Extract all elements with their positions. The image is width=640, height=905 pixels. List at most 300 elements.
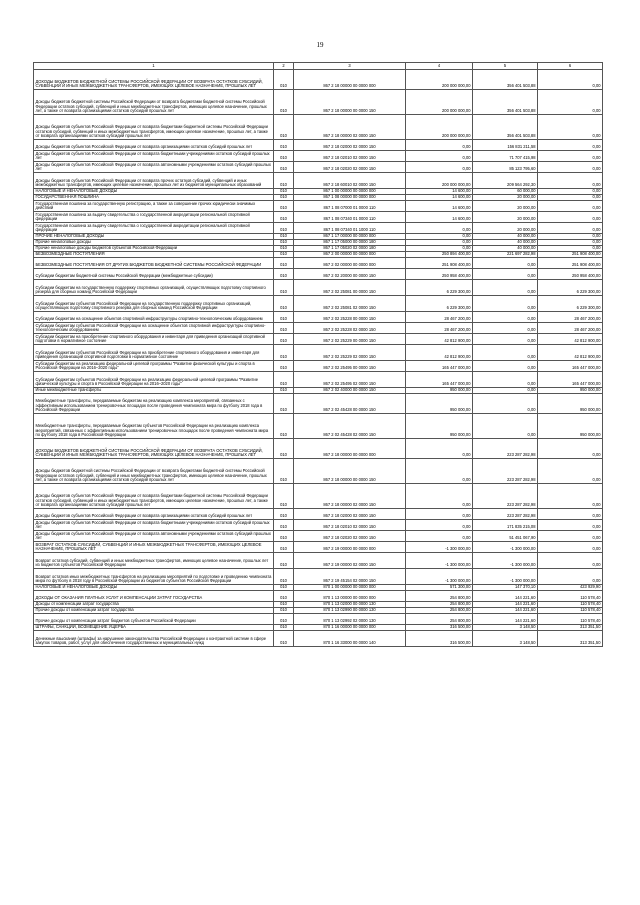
table-row — [34, 258, 603, 269]
row-fact-cell: 20 000,00 — [473, 195, 538, 201]
table-row — [34, 520, 603, 531]
row-plan-cell: 0,00 — [406, 509, 473, 520]
row-fact-cell: 40 000,00 — [473, 246, 538, 252]
row-fact-cell: 144 221,60 — [473, 602, 538, 608]
row-fact-cell: 3 148,50 — [473, 625, 538, 631]
row-plan-cell: 571 300,00 — [406, 585, 473, 591]
row-kbk-cell: 867 2 18 00000 02 0000 150 — [294, 115, 406, 140]
row-kbk-cell: 867 2 19 00000 02 0000 150 — [294, 553, 406, 569]
row-rest-cell: 28 467 200,00 — [538, 312, 603, 323]
table-row — [34, 296, 603, 312]
row-rest-cell: 0,00 — [538, 223, 603, 234]
row-fact-cell: 0,00 — [473, 414, 538, 439]
row-rest-cell: 251 908 400,00 — [538, 252, 603, 258]
row-kbk-cell: 867 2 18 02010 02 0000 150 — [294, 520, 406, 531]
row-plan-cell: 254 800,00 — [406, 614, 473, 625]
row-kbk-cell: 867 2 02 25495 00 0000 150 — [294, 361, 406, 372]
row-code-cell: 010 — [274, 280, 294, 296]
row-kbk-cell: 867 2 02 25081 00 0000 150 — [294, 280, 406, 296]
row-name-cell: Доходы бюджетов субъектов Российской Федерации от возврата автономными учреждениями остатков субсидий прошлых лет — [34, 162, 274, 173]
row-kbk-cell: 867 2 18 00000 00 0000 000 — [294, 439, 406, 459]
row-plan-cell: 950 000,00 — [406, 388, 473, 394]
row-name-cell: Субсидии бюджетам на реализацию федеральной целевой программы "Развитие физической культуры и спорта в Российской Федерации на 2016–2020 годы" — [34, 361, 274, 372]
row-kbk-cell: 870 1 13 00000 00 0000 000 — [294, 591, 406, 602]
row-code-cell: 010 — [274, 484, 294, 509]
row-fact-cell: 3 148,50 — [473, 631, 538, 647]
table-row — [34, 173, 603, 189]
row-name-cell: Доходы бюджетов субъектов Российской Федерации от возврата автономными учреждениями остатков субсидий прошлых лет — [34, 531, 274, 542]
row-name-cell: Доходы от компенсации затрат государства — [34, 602, 274, 608]
table-row — [34, 414, 603, 439]
row-rest-cell: 251 908 400,00 — [538, 258, 603, 269]
row-plan-cell: -1 300 000,00 — [406, 542, 473, 553]
row-name-cell: Доходы бюджетов субъектов Российской Федерации от возврата бюджетами бюджетной системы Российской Федерации остатков субсидий, субвенций и иных межбюджетных трансфертов, имеющих целевое назначение, прошлых лет, а также от возврата организациями остатков субсидий прошлых лет — [34, 484, 274, 509]
row-name-cell: Субсидии бюджетам бюджетной системы Российской Федерации (межбюджетные субсидии) — [34, 269, 274, 280]
row-kbk-cell: 867 2 02 25228 02 0000 150 — [294, 323, 406, 334]
row-plan-cell: 0,00 — [406, 459, 473, 484]
row-plan-cell: -1 300 000,00 — [406, 553, 473, 569]
row-plan-cell: 14 600,00 — [406, 195, 473, 201]
row-name-cell: ГОСУДАРСТВЕННАЯ ПОШЛИНА — [34, 195, 274, 201]
row-fact-cell: 356 401 503,88 — [473, 70, 538, 90]
row-kbk-cell: 867 2 02 25495 02 0000 150 — [294, 372, 406, 388]
row-fact-cell: 223 287 282,98 — [473, 439, 538, 459]
row-code-cell: 010 — [274, 234, 294, 240]
row-plan-cell: 42 812 900,00 — [406, 334, 473, 345]
table-row — [34, 201, 603, 212]
row-rest-cell: 0,00 — [538, 553, 603, 569]
table-row — [34, 372, 603, 388]
row-code-cell: 010 — [274, 614, 294, 625]
row-plan-cell: 0,00 — [406, 240, 473, 246]
table-row — [34, 361, 603, 372]
table-row — [34, 212, 603, 223]
row-plan-cell: 200 000 000,00 — [406, 115, 473, 140]
table-row — [34, 631, 603, 647]
row-name-cell: Прочие доходы от компенсации затрат бюджетов субъектов Российской Федерации — [34, 614, 274, 625]
row-fact-cell: 0,00 — [473, 296, 538, 312]
row-plan-cell: 0,00 — [406, 140, 473, 151]
row-kbk-cell: 870 1 16 33000 00 0000 140 — [294, 631, 406, 647]
row-plan-cell: 950 000,00 — [406, 394, 473, 414]
row-plan-cell: 950 000,00 — [406, 414, 473, 439]
row-name-cell: ВОЗВРАТ ОСТАТКОВ СУБСИДИЙ, СУБВЕНЦИЙ И ИНЫХ МЕЖБЮДЖЕТНЫХ ТРАНСФЕРТОВ, ИМЕЮЩИХ ЦЕЛЕВОЕ НАЗНАЧЕНИЕ, ПРОШЛЫХ ЛЕТ — [34, 542, 274, 553]
row-fact-cell: -1 300 000,00 — [473, 553, 538, 569]
row-kbk-cell: 867 2 02 20000 00 0000 150 — [294, 269, 406, 280]
row-fact-cell: 0,00 — [473, 312, 538, 323]
row-rest-cell: 28 467 200,00 — [538, 323, 603, 334]
row-code-cell: 010 — [274, 509, 294, 520]
table-row — [34, 459, 603, 484]
row-rest-cell: 0,00 — [538, 90, 603, 115]
row-code-cell: 010 — [274, 608, 294, 614]
row-plan-cell: 165 447 000,00 — [406, 361, 473, 372]
row-fact-cell: 144 221,60 — [473, 591, 538, 602]
row-rest-cell: 313 351,50 — [538, 625, 603, 631]
row-name-cell: Доходы бюджетов субъектов Российской Федерации от возврата бюджетными учреждениями остатков субсидий прошлых лет — [34, 520, 274, 531]
row-kbk-cell: 867 1 08 00000 00 0000 000 — [294, 195, 406, 201]
row-code-cell: 010 — [274, 394, 294, 414]
row-plan-cell: 254 800,00 — [406, 608, 473, 614]
row-code-cell: 010 — [274, 269, 294, 280]
row-rest-cell: 42 812 900,00 — [538, 345, 603, 361]
row-rest-cell: 0,00 — [538, 459, 603, 484]
row-name-cell: НАЛОГОВЫЕ И НЕНАЛОГОВЫЕ ДОХОДЫ — [34, 585, 274, 591]
row-name-cell: ДОХОДЫ БЮДЖЕТОВ БЮДЖЕТНОЙ СИСТЕМЫ РОССИЙСКОЙ ФЕДЕРАЦИИ ОТ ВОЗВРАТА ОСТАТКОВ СУБСИДИЙ, СУБВЕНЦИЙ И ИНЫХ МЕЖБЮДЖЕТНЫХ ТРАНСФЕРТОВ, ИМЕЮЩИХ ЦЕЛЕВОЕ НАЗНАЧЕНИЕ, ПРОШЛЫХ ЛЕТ — [34, 439, 274, 459]
row-code-cell: 010 — [274, 223, 294, 234]
row-kbk-cell: 867 2 18 02000 02 0000 150 — [294, 509, 406, 520]
row-fact-cell: 20 000,00 — [473, 212, 538, 223]
column-header-2: 2 — [274, 63, 294, 70]
row-name-cell: Государственная пошлина за выдачу свидетельства о государственной аккредитации региональной спортивной федерации — [34, 212, 274, 223]
row-code-cell: 010 — [274, 240, 294, 246]
row-name-cell: Прочие доходы от компенсации затрат государства — [34, 608, 274, 614]
row-name-cell: ПРОЧИЕ НЕНАЛОГОВЫЕ ДОХОДЫ — [34, 234, 274, 240]
row-fact-cell: 71 707 415,98 — [473, 151, 538, 162]
row-plan-cell: 200 000 000,00 — [406, 173, 473, 189]
row-rest-cell: 6 229 300,00 — [538, 296, 603, 312]
row-fact-cell: 0,00 — [473, 258, 538, 269]
row-code-cell: 010 — [274, 372, 294, 388]
row-code-cell: 010 — [274, 246, 294, 252]
row-rest-cell: 0,00 — [538, 115, 603, 140]
row-code-cell: 010 — [274, 173, 294, 189]
table-row — [34, 162, 603, 173]
row-rest-cell: 0,00 — [538, 189, 603, 195]
table-row — [34, 345, 603, 361]
row-code-cell: 010 — [274, 312, 294, 323]
row-kbk-cell: 867 1 08 07000 01 0000 110 — [294, 201, 406, 212]
row-name-cell: Межбюджетные трансферты, передаваемые бюджетам субъектов Российской Федерации на реализацию комплекса мероприятий, связанных с эффективным использованием тренировочных площадок после проведения чемпионата мира по футболу 2018 года в Российской Федерации — [34, 414, 274, 439]
row-kbk-cell: 867 2 02 25081 02 0000 150 — [294, 296, 406, 312]
row-kbk-cell: 867 2 19 45154 02 0000 150 — [294, 569, 406, 585]
row-kbk-cell: 867 2 19 00000 00 0000 000 — [294, 542, 406, 553]
row-name-cell: Субсидии бюджетам субъектов Российской Федерации на оснащение объектов спортивной инфраструктуры спортивно-технологическим оборудованием — [34, 323, 274, 334]
row-plan-cell: 28 467 200,00 — [406, 323, 473, 334]
row-rest-cell: 165 447 000,00 — [538, 361, 603, 372]
row-plan-cell: 0,00 — [406, 484, 473, 509]
row-name-cell: Государственная пошлина за государственную регистрацию, а также за совершение прочих юридически значимых действий — [34, 201, 274, 212]
row-kbk-cell: 867 2 18 02010 02 0000 150 — [294, 151, 406, 162]
row-fact-cell: 0,00 — [473, 394, 538, 414]
row-fact-cell: 209 564 292,30 — [473, 173, 538, 189]
row-name-cell: Денежные взыскания (штрафы) за нарушение законодательства Российской Федерации о контрактной системе в сфере закупок товаров, работ, услуг для обеспечения государственных и муниципальных нужд — [34, 631, 274, 647]
row-plan-cell: 0,00 — [406, 151, 473, 162]
row-kbk-cell: 867 1 00 00000 00 0000 000 — [294, 189, 406, 195]
row-name-cell: Доходы бюджетов бюджетной системы Российской Федерации от возврата бюджетами бюджетной системы Российской Федерации остатков субсидий, субвенций и иных межбюджетных трансфертов, имеющих целевое назначение, прошлых лет, а также от возврата организациями остатков субсидий прошлых лет — [34, 459, 274, 484]
row-rest-cell: 0,00 — [538, 70, 603, 90]
table-row — [34, 509, 603, 520]
row-plan-cell: 0,00 — [406, 520, 473, 531]
table-header-row — [34, 63, 603, 70]
row-code-cell: 010 — [274, 631, 294, 647]
row-plan-cell: 254 800,00 — [406, 591, 473, 602]
row-kbk-cell: 867 1 17 05000 00 0000 180 — [294, 240, 406, 246]
row-rest-cell: 110 578,40 — [538, 608, 603, 614]
row-plan-cell: 250 958 400,00 — [406, 269, 473, 280]
row-rest-cell: 950 000,00 — [538, 414, 603, 439]
row-rest-cell: 0,00 — [538, 484, 603, 509]
table-body — [34, 70, 603, 647]
table-row — [34, 223, 603, 234]
row-code-cell: 010 — [274, 553, 294, 569]
row-name-cell: Доходы бюджетов субъектов Российской Федерации от возврата прочих остатков субсидий, субвенций и иных межбюджетных трансфертов, имеющих целевое назначение, прошлых лет из бюджетов муниципальных образований — [34, 173, 274, 189]
row-kbk-cell: 867 2 02 25228 00 0000 150 — [294, 312, 406, 323]
row-name-cell: Прочие неналоговые доходы — [34, 240, 274, 246]
row-plan-cell: 0,00 — [406, 439, 473, 459]
row-code-cell: 010 — [274, 625, 294, 631]
table-row — [34, 312, 603, 323]
row-kbk-cell: 867 2 18 00000 00 0000 150 — [294, 90, 406, 115]
row-rest-cell: 0,00 — [538, 162, 603, 173]
row-kbk-cell: 867 2 00 00000 00 0000 000 — [294, 252, 406, 258]
row-rest-cell: 110 578,40 — [538, 614, 603, 625]
row-fact-cell: 223 287 282,98 — [473, 484, 538, 509]
row-rest-cell: 0,00 — [538, 240, 603, 246]
table-row — [34, 334, 603, 345]
row-kbk-cell: 870 1 00 00000 00 0000 000 — [294, 585, 406, 591]
row-rest-cell: 165 447 000,00 — [538, 372, 603, 388]
row-kbk-cell: 867 2 18 60010 02 0000 150 — [294, 173, 406, 189]
row-kbk-cell: 867 1 17 00000 00 0000 000 — [294, 234, 406, 240]
row-code-cell: 010 — [274, 195, 294, 201]
row-code-cell: 010 — [274, 115, 294, 140]
row-code-cell: 010 — [274, 531, 294, 542]
row-name-cell: Доходы бюджетов субъектов Российской Федерации от возврата бюджетными учреждениями остатков субсидий прошлых лет — [34, 151, 274, 162]
row-fact-cell: 20 000,00 — [473, 201, 538, 212]
table-row — [34, 140, 603, 151]
row-rest-cell: 0,00 — [538, 234, 603, 240]
table-row — [34, 591, 603, 602]
row-code-cell: 010 — [274, 361, 294, 372]
row-name-cell: Доходы бюджетов субъектов Российской Федерации от возврата организациями остатков субсидий прошлых лет — [34, 140, 274, 151]
row-fact-cell: 0,00 — [473, 372, 538, 388]
row-rest-cell: 950 000,00 — [538, 394, 603, 414]
row-kbk-cell: 867 2 18 00000 00 0000 000 — [294, 70, 406, 90]
row-rest-cell: 0,00 — [538, 201, 603, 212]
row-fact-cell: 144 221,60 — [473, 614, 538, 625]
row-fact-cell: 0,00 — [473, 361, 538, 372]
row-kbk-cell: 867 2 02 00000 00 0000 000 — [294, 258, 406, 269]
row-kbk-cell: 870 1 13 02992 02 0000 130 — [294, 614, 406, 625]
row-plan-cell: 200 000 000,00 — [406, 90, 473, 115]
row-plan-cell: 0,00 — [406, 223, 473, 234]
row-code-cell: 010 — [274, 296, 294, 312]
page-number: 19 — [316, 41, 324, 49]
row-plan-cell: 250 894 400,00 — [406, 252, 473, 258]
row-rest-cell: 0,00 — [538, 520, 603, 531]
table-row — [34, 394, 603, 414]
row-fact-cell: -1 300 000,00 — [473, 542, 538, 553]
row-fact-cell: 0,00 — [473, 388, 538, 394]
row-name-cell: Субсидии бюджетам на приобретение спортивного оборудования и инвентаря для приведения организаций спортивной подготовки в нормативное состояние — [34, 334, 274, 345]
row-kbk-cell: 870 1 16 00000 00 0000 000 — [294, 625, 406, 631]
row-code-cell: 010 — [274, 569, 294, 585]
row-kbk-cell: 867 2 18 02000 02 0000 150 — [294, 140, 406, 151]
row-kbk-cell: 870 1 13 02990 00 0000 130 — [294, 608, 406, 614]
table-row — [34, 280, 603, 296]
row-fact-cell: 85 123 795,60 — [473, 162, 538, 173]
row-rest-cell: 110 578,40 — [538, 602, 603, 608]
row-fact-cell: 223 287 282,98 — [473, 459, 538, 484]
row-kbk-cell: 867 2 02 25229 02 0000 150 — [294, 345, 406, 361]
row-name-cell: Возврат остатков иных межбюджетных трансфертов на реализацию мероприятий по подготовке и проведению чемпионата мира по футболу в 2018 году в Российской Федерации из бюджетов субъектов Российской Федерации — [34, 569, 274, 585]
table-row — [34, 569, 603, 585]
row-rest-cell: 110 578,40 — [538, 591, 603, 602]
row-plan-cell: 316 500,00 — [406, 625, 473, 631]
row-fact-cell: 51 451 067,90 — [473, 531, 538, 542]
table-row — [34, 484, 603, 509]
row-plan-cell: 316 500,00 — [406, 631, 473, 647]
table-row — [34, 542, 603, 553]
row-fact-cell: 356 401 503,88 — [473, 90, 538, 115]
table-row — [34, 553, 603, 569]
row-name-cell: Межбюджетные трансферты, передаваемые бюджетам на реализацию комплекса мероприятий, связанных с эффективным использованием тренировочных площадок после проведения чемпионата мира по футболу 2018 года в Российской Федерации — [34, 394, 274, 414]
row-rest-cell: 0,00 — [538, 212, 603, 223]
row-plan-cell: 0,00 — [406, 162, 473, 173]
row-fact-cell: 147 370,10 — [473, 585, 538, 591]
row-rest-cell: 0,00 — [538, 569, 603, 585]
row-name-cell: Доходы бюджетов бюджетной системы Российской Федерации от возврата бюджетами бюджетной системы Российской Федерации остатков субсидий, субвенций и иных межбюджетных трансфертов, имеющих целевое назначение, прошлых лет, а также от возврата организациями остатков субсидий прошлых лет — [34, 90, 274, 115]
row-kbk-cell: 867 2 02 45428 02 0000 150 — [294, 414, 406, 439]
row-fact-cell: 223 287 282,98 — [473, 509, 538, 520]
row-fact-cell: 0,00 — [473, 269, 538, 280]
row-plan-cell: 0,00 — [406, 246, 473, 252]
row-code-cell: 010 — [274, 459, 294, 484]
row-code-cell: 010 — [274, 388, 294, 394]
row-name-cell: ДОХОДЫ ОТ ОКАЗАНИЯ ПЛАТНЫХ УСЛУГ И КОМПЕНСАЦИИ ЗАТРАТ ГОСУДАРСТВА — [34, 591, 274, 602]
row-name-cell: Субсидии бюджетам субъектов Российской Федерации на реализацию федеральной целевой программы "Развитие физической культуры и спорта в Российской Федерации на 2016–2020 годы" — [34, 372, 274, 388]
table-row — [34, 439, 603, 459]
row-plan-cell: 6 229 300,00 — [406, 296, 473, 312]
row-fact-cell: 144 221,60 — [473, 608, 538, 614]
row-code-cell: 010 — [274, 252, 294, 258]
row-name-cell: Доходы бюджетов субъектов Российской Федерации от возврата организациями остатков субсидий прошлых лет — [34, 509, 274, 520]
row-code-cell: 010 — [274, 140, 294, 151]
row-code-cell: 010 — [274, 258, 294, 269]
column-header-1: 1 — [34, 63, 274, 70]
row-plan-cell: 251 908 400,00 — [406, 258, 473, 269]
row-fact-cell: 20 000,00 — [473, 223, 538, 234]
table-row — [34, 151, 603, 162]
row-rest-cell: 0,00 — [538, 173, 603, 189]
row-fact-cell: 356 401 503,88 — [473, 115, 538, 140]
table-row — [34, 323, 603, 334]
row-plan-cell: 165 447 000,00 — [406, 372, 473, 388]
row-name-cell: НАЛОГОВЫЕ И НЕНАЛОГОВЫЕ ДОХОДЫ — [34, 189, 274, 195]
row-name-cell: Иные межбюджетные трансферты — [34, 388, 274, 394]
row-name-cell: Субсидии бюджетам субъектов Российской Федерации на государственную поддержку спортивных организаций, осуществляющих подготовку спортивного резерва для сборных команд Российской Федерации — [34, 296, 274, 312]
row-plan-cell: 14 600,00 — [406, 212, 473, 223]
row-plan-cell: 0,00 — [406, 531, 473, 542]
column-header-4: 4 — [406, 63, 473, 70]
row-kbk-cell: 867 2 02 45428 00 0000 150 — [294, 394, 406, 414]
row-fact-cell: 40 000,00 — [473, 234, 538, 240]
row-rest-cell: 950 000,00 — [538, 388, 603, 394]
row-plan-cell: 200 000 000,00 — [406, 70, 473, 90]
table-row — [34, 90, 603, 115]
row-rest-cell: 0,00 — [538, 439, 603, 459]
row-fact-cell: 156 831 211,58 — [473, 140, 538, 151]
row-code-cell: 010 — [274, 345, 294, 361]
row-rest-cell: 0,00 — [538, 509, 603, 520]
row-fact-cell: 0,00 — [473, 280, 538, 296]
row-name-cell: Субсидии бюджетам субъектов Российской Федерации на приобретение спортивного оборудования и инвентаря для приведения организаций спортивной подготовки в нормативное состояние — [34, 345, 274, 361]
row-kbk-cell: 867 2 02 40000 00 0000 150 — [294, 388, 406, 394]
row-rest-cell: 0,00 — [538, 140, 603, 151]
row-plan-cell: 42 812 900,00 — [406, 345, 473, 361]
row-code-cell: 010 — [274, 542, 294, 553]
column-header-6: 6 — [538, 63, 603, 70]
row-plan-cell: -1 300 000,00 — [406, 569, 473, 585]
row-code-cell: 010 — [274, 151, 294, 162]
row-name-cell: ШТРАФЫ, САНКЦИИ, ВОЗМЕЩЕНИЕ УЩЕРБА — [34, 625, 274, 631]
row-fact-cell: -1 300 000,00 — [473, 569, 538, 585]
row-code-cell: 010 — [274, 90, 294, 115]
row-kbk-cell: 867 2 18 02020 02 0000 150 — [294, 531, 406, 542]
row-plan-cell: 14 600,00 — [406, 189, 473, 195]
row-rest-cell: 0,00 — [538, 195, 603, 201]
row-fact-cell: 171 835 215,08 — [473, 520, 538, 531]
table-row — [34, 269, 603, 280]
row-fact-cell: 60 000,00 — [473, 189, 538, 195]
row-rest-cell: 423 929,90 — [538, 585, 603, 591]
row-rest-cell: 0,00 — [538, 246, 603, 252]
row-name-cell: Доходы бюджетов субъектов Российской Федерации от возврата бюджетами бюджетной системы Российской Федерации остатков субсидий, субвенций и иных межбюджетных трансфертов, имеющих целевое назначение, прошлых лет, а также от возврата организациями остатков субсидий прошлых лет — [34, 115, 274, 140]
row-rest-cell: 313 351,50 — [538, 631, 603, 647]
row-fact-cell: 221 697 282,98 — [473, 252, 538, 258]
row-fact-cell: 0,00 — [473, 323, 538, 334]
row-name-cell: БЕЗВОЗМЕЗДНЫЕ ПОСТУПЛЕНИЯ — [34, 252, 274, 258]
row-rest-cell: 42 812 900,00 — [538, 334, 603, 345]
row-fact-cell: 0,00 — [473, 334, 538, 345]
row-name-cell: Прочие неналоговые доходы бюджетов субъектов Российской Федерации — [34, 246, 274, 252]
row-rest-cell: 0,00 — [538, 542, 603, 553]
row-kbk-cell: 870 1 13 02000 00 0000 130 — [294, 602, 406, 608]
column-header-5: 5 — [473, 63, 538, 70]
row-code-cell: 010 — [274, 602, 294, 608]
row-kbk-cell: 867 2 18 00000 00 0000 150 — [294, 459, 406, 484]
row-name-cell: БЕЗВОЗМЕЗДНЫЕ ПОСТУПЛЕНИЯ ОТ ДРУГИХ БЮДЖЕТОВ БЮДЖЕТНОЙ СИСТЕМЫ РОССИЙСКОЙ ФЕДЕРАЦИИ — [34, 258, 274, 269]
row-rest-cell: 6 229 300,00 — [538, 280, 603, 296]
row-fact-cell: 0,00 — [473, 345, 538, 361]
row-kbk-cell: 867 1 08 07340 01 1000 110 — [294, 223, 406, 234]
row-code-cell: 010 — [274, 323, 294, 334]
row-rest-cell: 0,00 — [538, 531, 603, 542]
row-code-cell: 010 — [274, 585, 294, 591]
row-name-cell: Возврат остатков субсидий, субвенций и иных межбюджетных трансфертов, имеющих целевое назначение, прошлых лет из бюджетов субъектов Российской Федерации — [34, 553, 274, 569]
row-code-cell: 010 — [274, 212, 294, 223]
row-rest-cell: 250 958 400,00 — [538, 269, 603, 280]
row-code-cell: 010 — [274, 201, 294, 212]
table-row — [34, 531, 603, 542]
row-code-cell: 010 — [274, 591, 294, 602]
row-code-cell: 010 — [274, 334, 294, 345]
row-kbk-cell: 867 2 02 25229 00 0000 150 — [294, 334, 406, 345]
table-row — [34, 614, 603, 625]
table-row — [34, 115, 603, 140]
row-name-cell: ДОХОДЫ БЮДЖЕТОВ БЮДЖЕТНОЙ СИСТЕМЫ РОССИЙСКОЙ ФЕДЕРАЦИИ ОТ ВОЗВРАТА ОСТАТКОВ СУБСИДИЙ, СУБВЕНЦИЙ И ИНЫХ МЕЖБЮДЖЕТНЫХ ТРАНСФЕРТОВ, ИМЕЮЩИХ ЦЕЛЕВОЕ НАЗНАЧЕНИЕ, ПРОШЛЫХ ЛЕТ — [34, 70, 274, 90]
column-header-3: 3 — [294, 63, 406, 70]
row-plan-cell: 6 229 300,00 — [406, 280, 473, 296]
row-fact-cell: 40 000,00 — [473, 240, 538, 246]
row-name-cell: Субсидии бюджетам на оснащение объектов спортивной инфраструктуры спортивно-технологическим оборудованием — [34, 312, 274, 323]
row-code-cell: 010 — [274, 439, 294, 459]
row-name-cell: Субсидии бюджетам на государственную поддержку спортивных организаций, осуществляющих подготовку спортивного резерва для сборных команд Российской Федерации — [34, 280, 274, 296]
row-code-cell: 010 — [274, 520, 294, 531]
row-code-cell: 010 — [274, 414, 294, 439]
row-code-cell: 010 — [274, 162, 294, 173]
